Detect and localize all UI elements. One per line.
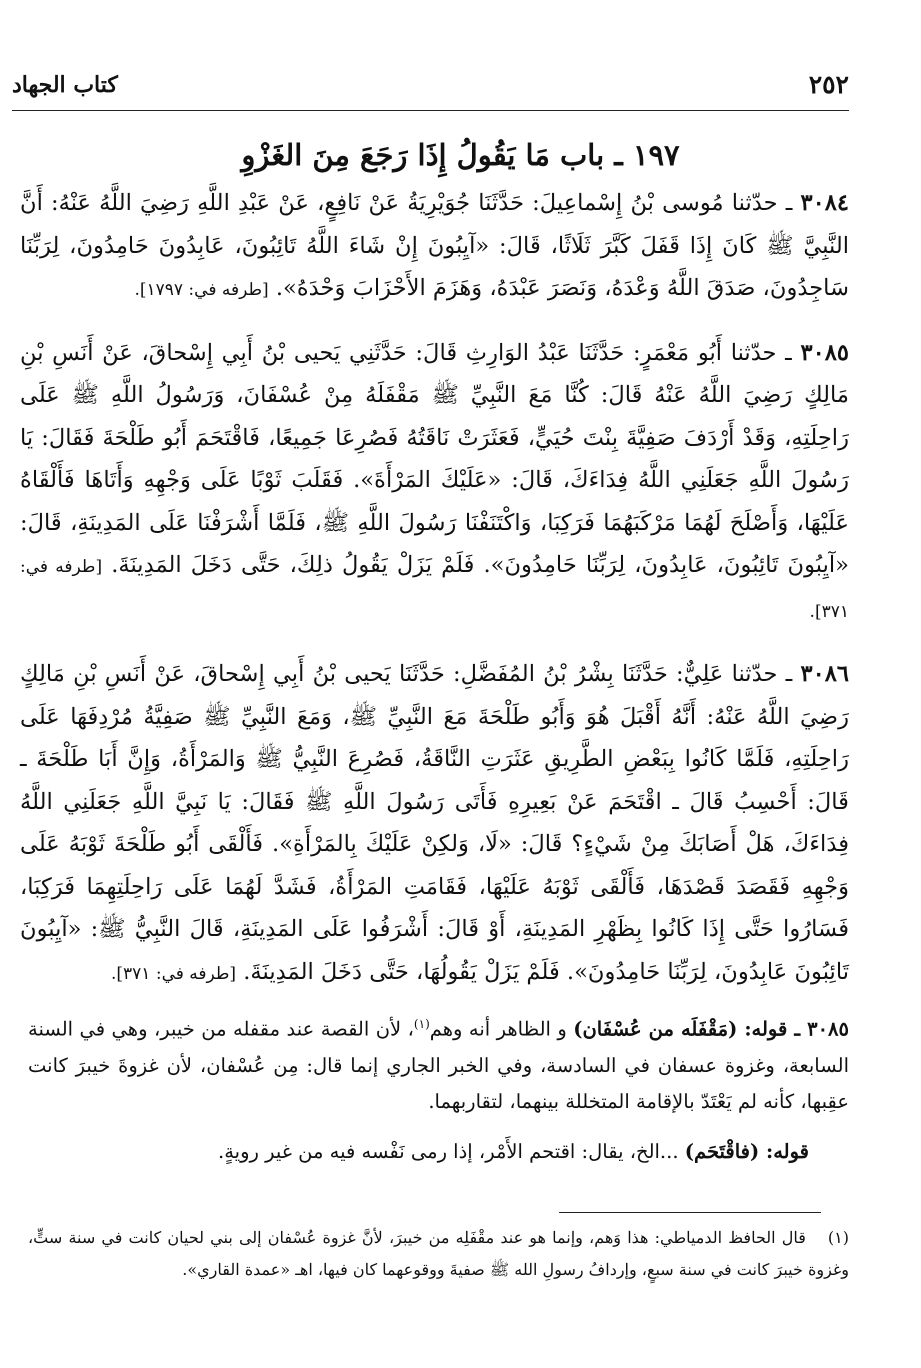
hadith-reference: [طرفه في: ٣٧١]. — [20, 557, 849, 622]
chapter-heading: ١٩٧ ـ باب مَا يَقُولُ إِذَا رَجَعَ مِنَ الغَزْوِ — [241, 138, 680, 172]
running-head — [12, 70, 849, 111]
hadith-3086: ٣٠٨٦ ـ حدّثنا عَلِيٌّ: حَدَّثَنَا بِشْرُ بْنُ المُفَضَّلِ: حَدَّثَنَا يَحيى بْنُ أَبِي إِسْحاقَ، عَنْ أَنَسِ بْنِ مَالِكٍ رَضِيَ اللَّهُ عَنْهُ: أَنَّهُ أَقْبَلَ هُوَ وَأَبُو طَلْحَةَ مَعَ النَّبِيِّ ﷺ، وَمَعَ النَّبِيِّ ﷺ صَفِيَّةُ مُرْدِفَهَا عَلَى رَاحِلَتِهِ، فَلَمَّا كَانُوا بِبَعْضِ الطَّرِيقِ عَثَرَتِ النَّاقَةُ، فَصُرِعَ النَّبِيُّ ﷺ وَالمَرْأَةُ، وَإِنَّ أَبَا طَلْحَةَ ـ قَالَ: أَحْسِبُ قَالَ ـ اقْتَحَمَ عَنْ بَعِيرِهِ فَأَتَى رَسُولَ اللَّهِ ﷺ فَقَالَ: يَا نَبِيَّ اللَّهِ جَعَلَنِي اللَّهُ فِدَاءَكَ، هَلْ أَصَابَكَ مِنْ شَيْءٍ؟ قَالَ: «لَا، وَلكِنْ عَلَيْكَ بِالمَرْأَةِ». فَأَلْقَى أَبُو طَلْحَةَ ثَوْبَهُ عَلَى وَجْهِهِ فَقَصَدَ قَصْدَهَا، فَأَلْقَى ثَوْبَهُ عَلَيْهَا، فَقَامَتِ المَرْأَةُ، فَشَدَّ لَهُمَا عَلَى رَاحِلَتِهِمَا فَرَكِبَا، فَسَارُوا حَتَّى إِذَا كَانُوا بِظَهْرِ المَدِينَةِ، أَوْ قَالَ: أَشْرَفُوا عَلَى المَدِينَةِ، قَالَ النَّبِيُّ ﷺ: «آيِبُونَ تَائِبُونَ عَابِدُونَ، لِرَبِّنَا حَامِدُونَ». فَلَمْ يَزَلْ يَقُولُهَا، حَتَّى دَخَلَ المَدِينَةَ. [طرفه في: ٣٧١]. — [20, 661, 850, 985]
page-number: ٢٥٢ — [808, 70, 849, 99]
footnote — [28, 1222, 849, 1286]
hadith-number: ٣٠٨٦ — [800, 661, 850, 687]
hadith-text: حدّثنا مُوسى بْنُ إِسْماعِيلَ: حَدَّثَنَا جُوَيْرِيَةُ عَنْ نَافِعٍ، عَنْ عَبْدِ اللَّهِ رَضِيَ اللَّهُ عَنْهُ: أَنَّ النَّبِيَّ ﷺ كَانَ إِذَا قَفَلَ كَبَّرَ ثَلَاثًا، قَالَ: «آيِبُونَ إِنْ شَاءَ اللَّهُ تَائِبُونَ، عَابِدُونَ حَامِدُونَ، لِرَبِّنَا سَاجِدُونَ، صَدَقَ اللَّهُ وَعْدَهُ، وَنَصَرَ عَبْدَهُ، وَهَزَمَ الأَحْزَابَ وَحْدَهُ». — [20, 190, 849, 301]
hadith-reference: [طرفه في: ١٧٩٧]. — [134, 280, 269, 300]
footnote-number: (١) — [827, 1228, 850, 1247]
hadith-number: ٣٠٨٥ — [800, 339, 850, 366]
hadith-3085: ٣٠٨٥ ـ حدّثنا أَبُو مَعْمَرٍ: حَدَّثَنَا عَبْدُ الوَارِثِ قَالَ: حَدَّثَنِي يَحيى بْنُ أَبِي إِسْحاقَ، عَنْ أَنَسِ بْنِ مَالِكٍ رَضِيَ اللَّهُ عَنْهُ قَالَ: كُنَّا مَعَ النَّبِيِّ ﷺ مَقْفَلَهُ مِنْ عُسْفَانَ، وَرَسُولُ اللَّهِ ﷺ عَلَى رَاحِلَتِهِ، وَقَدْ أَرْدَفَ صَفِيَّةَ بِنْتَ حُيَيٍّ، فَعَثَرَتْ نَاقَتُهُ فَصُرِعَا جَمِيعًا، فَاقْتَحَمَ أَبُو طَلْحَةَ فَقَالَ: يَا رَسُولَ اللَّهِ جَعَلَنِي اللَّهُ فِدَاءَكَ، قَالَ: «عَلَيْكَ المَرْأَةَ». فَقَلَبَ ثَوْبًا عَلَى وَجْهِهِ وَأَتَاهَا فَأَلْقَاهُ عَلَيْهَا، وَأَصْلَحَ لَهُمَا مَرْكَبَهُمَا فَرَكِبَا، وَاكْتَنَفْنَا رَسُولَ اللَّهِ ﷺ، فَلَمَّا أَشْرَفْنَا عَلَى المَدِينَةِ، قَالَ: «آيِبُونَ تَائِبُونَ، عَابِدُونَ، لِرَبِّنَا حَامِدُونَ». فَلَمْ يَزَلْ يَقُولُ ذلِكَ، حَتَّى دَخَلَ المَدِينَةَ. [طرفه في: ٣٧١]. — [20, 339, 850, 622]
commentary-lead: ٣٠٨٥ ـ قوله: (مَقْفَلَه من عُسْفَان) — [573, 1017, 849, 1041]
hadith-number: ٣٠٨٤ — [800, 190, 849, 216]
footnote-marker: (١) — [413, 1017, 430, 1031]
hadith-3084: ٣٠٨٤ ـ حدّثنا مُوسى بْنُ إِسْماعِيلَ: حَدَّثَنَا جُوَيْرِيَةُ عَنْ نَافِعٍ، عَنْ عَبْدِ اللَّهِ رَضِيَ اللَّهُ عَنْهُ: أَنَّ النَّبِيَّ ﷺ كَانَ إِذَا قَفَلَ كَبَّرَ ثَلَاثًا، قَالَ: «آيِبُونَ إِنْ شَاءَ اللَّهُ تَائِبُونَ، عَابِدُونَ حَامِدُونَ، لِرَبِّنَا سَاجِدُونَ، صَدَقَ اللَّهُ وَعْدَهُ، وَنَصَرَ عَبْدَهُ، وَهَزَمَ الأَحْزَابَ وَحْدَهُ». [طرفه في: ١٧٩٧]. — [20, 190, 849, 301]
commentary-text: و الظاهر أنه وهم — [429, 1017, 574, 1041]
hadith-text: حدّثنا عَلِيٌّ: حَدَّثَنَا بِشْرُ بْنُ المُفَضَّلِ: حَدَّثَنَا يَحيى بْنُ أَبِي إِسْحاقَ، عَنْ أَنَسِ بْنِ مَالِكٍ رَضِيَ اللَّهُ عَنْهُ: أَنَّهُ أَقْبَلَ هُوَ وَأَبُو طَلْحَةَ مَعَ النَّبِيِّ ﷺ، وَمَعَ النَّبِيِّ ﷺ صَفِيَّةُ مُرْدِفَهَا عَلَى رَاحِلَتِهِ، فَلَمَّا كَانُوا بِبَعْضِ الطَّرِيقِ عَثَرَتِ النَّاقَةُ، فَصُرِعَ النَّبِيُّ ﷺ وَالمَرْأَةُ، وَإِنَّ أَبَا طَلْحَةَ ـ قَالَ: أَحْسِبُ قَالَ ـ اقْتَحَمَ عَنْ بَعِيرِهِ فَأَتَى رَسُولَ اللَّهِ ﷺ فَقَالَ: يَا نَبِيَّ اللَّهِ جَعَلَنِي اللَّهُ فِدَاءَكَ، هَلْ أَصَابَكَ مِنْ شَيْءٍ؟ قَالَ: «لَا، وَلكِنْ عَلَيْكَ بِالمَرْأَةِ». فَأَلْقَى أَبُو طَلْحَةَ ثَوْبَهُ عَلَى وَجْهِهِ فَقَصَدَ قَصْدَهَا، فَأَلْقَى ثَوْبَهُ عَلَيْهَا، فَقَامَتِ المَرْأَةُ، فَشَدَّ لَهُمَا عَلَى رَاحِلَتِهِمَا فَرَكِبَا، فَسَارُوا حَتَّى إِذَا كَانُوا بِظَهْرِ المَدِينَةِ، أَوْ قَالَ: أَشْرَفُوا عَلَى المَدِينَةِ، قَالَ النَّبِيُّ ﷺ: «آيِبُونَ تَائِبُونَ عَابِدُونَ، لِرَبِّنَا حَامِدُونَ». فَلَمْ يَزَلْ يَقُولُهَا، حَتَّى دَخَلَ المَدِينَةَ. — [20, 661, 849, 985]
footnote-separator — [559, 1212, 821, 1213]
hadith-list — [20, 182, 849, 1015]
footnote-text: قال الحافظ الدمياطي: هذا وَهم، وإنما هو عند مقْفَلِه من خيبرَ، لأنَّ غزوة عُسْفان إلى بني لحيان كانت في سنة ستٍّ، وغزوة خيبرَ كانت في سنة سبعٍ، وإردافُ رسولِ الله ﷺ صفيةَ ووقوعهما كان فيها، اهـ «عمدة القاري». — [28, 1228, 849, 1279]
hadith-reference: [طرفه في: ٣٧١]. — [110, 963, 237, 984]
commentary-text: ...الخ، يقال: اقتحم الأَمْر، إذا رمى نَفْسه فيه من غير رويةٍ. — [218, 1139, 679, 1163]
commentary-paragraph — [28, 1006, 849, 1120]
commentary-text: ، لأن القصة عند مقفله من خيبر، وهي في السنة السابعة، وغزوة عسفان في السادسة، وفي الخبر الجاري إنما قال: مِن عُسْفان، لأن غزوةَ خيبرَ كانت عقِبها، كأنه لم يَعْتَدّ بالإقامة المتخللة بينهما، لتقاربهما. — [28, 1017, 849, 1113]
commentary — [28, 1006, 849, 1184]
commentary-paragraph — [28, 1134, 809, 1170]
hadith-text: حدّثنا أَبُو مَعْمَرٍ: حَدَّثَنَا عَبْدُ الوَارِثِ قَالَ: حَدَّثَنِي يَحيى بْنُ أَبِي إِسْحاقَ، عَنْ أَنَسِ بْنِ مَالِكٍ رَضِيَ اللَّهُ عَنْهُ قَالَ: كُنَّا مَعَ النَّبِيِّ ﷺ مَقْفَلَهُ مِنْ عُسْفَانَ، وَرَسُولُ اللَّهِ ﷺ عَلَى رَاحِلَتِهِ، وَقَدْ أَرْدَفَ صَفِيَّةَ بِنْتَ حُيَيٍّ، فَعَثَرَتْ نَاقَتُهُ فَصُرِعَا جَمِيعًا، فَاقْتَحَمَ أَبُو طَلْحَةَ فَقَالَ: يَا رَسُولَ اللَّهِ جَعَلَنِي اللَّهُ فِدَاءَكَ، قَالَ: «عَلَيْكَ المَرْأَةَ». فَقَلَبَ ثَوْبًا عَلَى وَجْهِهِ وَأَتَاهَا فَأَلْقَاهُ عَلَيْهَا، وَأَصْلَحَ لَهُمَا مَرْكَبَهُمَا فَرَكِبَا، وَاكْتَنَفْنَا رَسُولَ اللَّهِ ﷺ، فَلَمَّا أَشْرَفْنَا عَلَى المَدِينَةِ، قَالَ: «آيِبُونَ تَائِبُونَ، عَابِدُونَ، لِرَبِّنَا حَامِدُونَ». فَلَمْ يَزَلْ يَقُولُ ذلِكَ، حَتَّى دَخَلَ المَدِينَةَ. — [20, 339, 850, 578]
commentary-lead: قوله: (فاقْتَحَم) — [684, 1139, 809, 1163]
book-title: كتاب الجهاد — [12, 72, 118, 98]
